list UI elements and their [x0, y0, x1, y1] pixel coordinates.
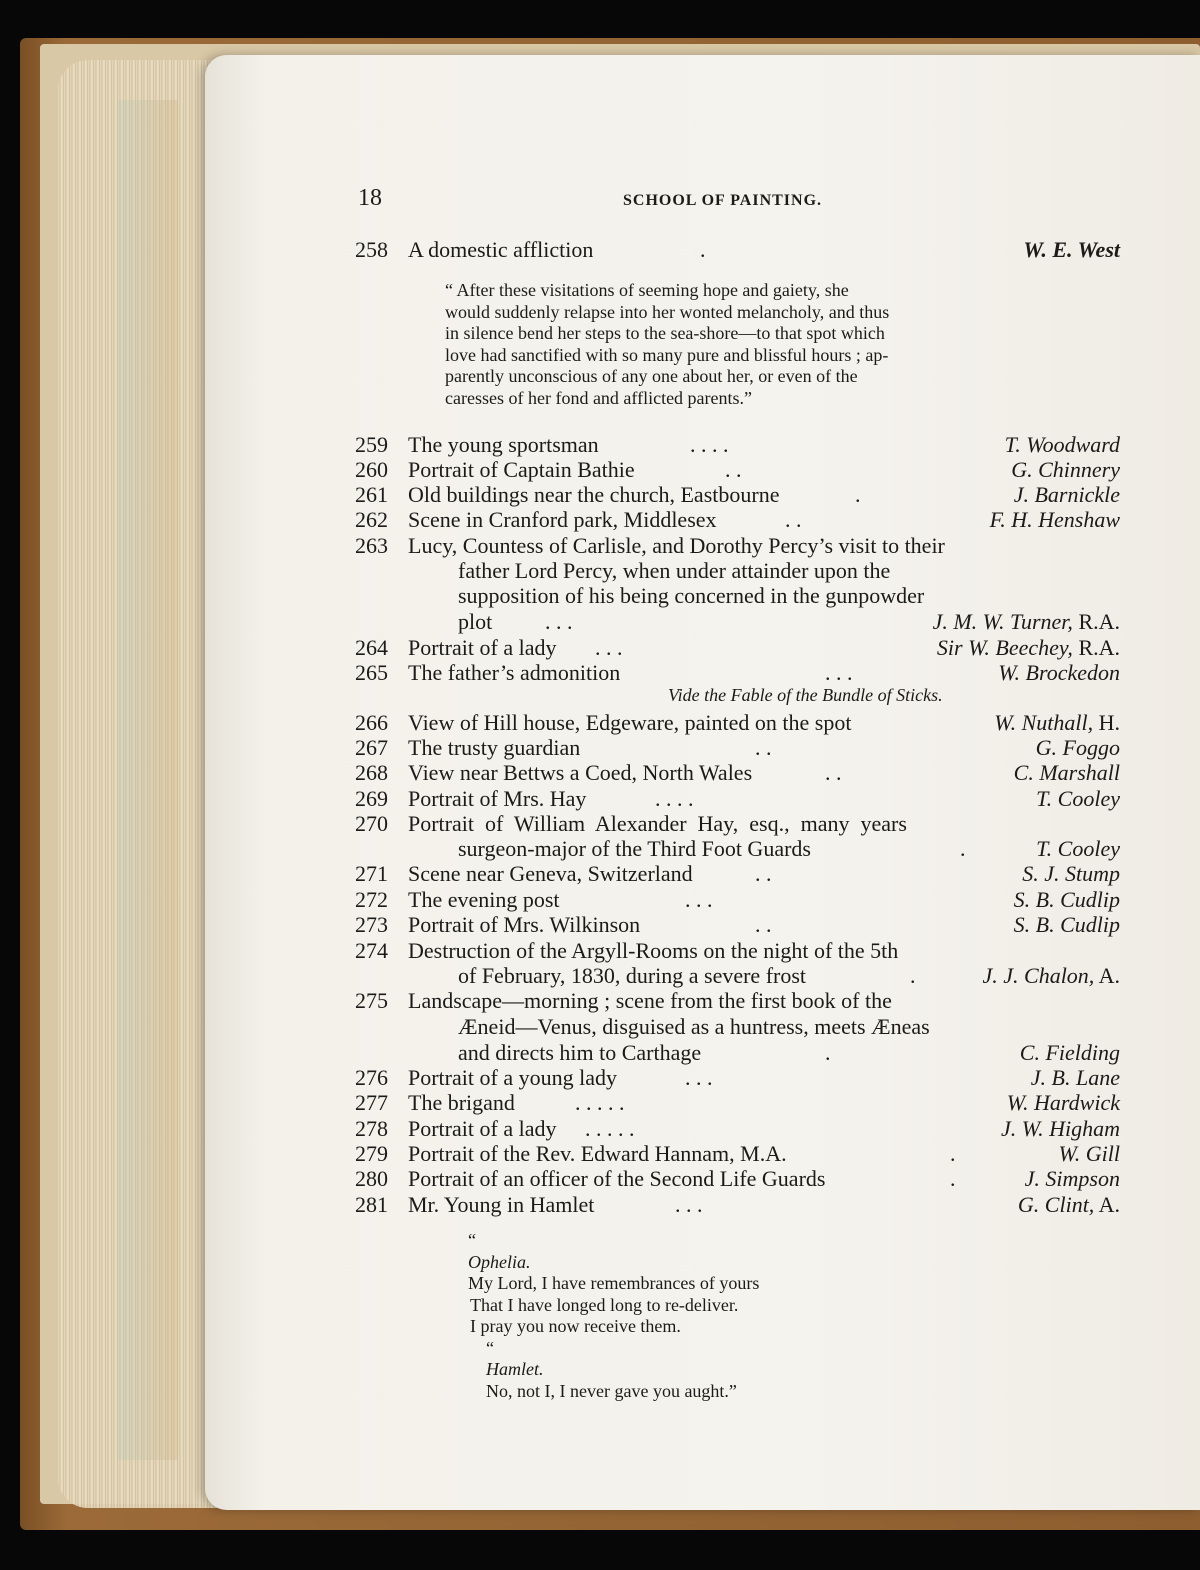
entry-continuation-line	[355, 963, 1120, 989]
entry-artist: T. Cooley	[1036, 786, 1120, 811]
quote-line: would suddenly relapse into her wonted melancholy, and thus	[445, 301, 890, 322]
entry-title: Old buildings near the church, Eastbourne	[408, 482, 780, 507]
catalogue-entry	[355, 1065, 1120, 1091]
entry-continuation: father Lord Percy, when under attainder upon the	[458, 558, 891, 583]
leader-dots: . .	[785, 507, 802, 532]
entry-artist: G. Chinnery	[1011, 457, 1120, 482]
leader-dots: . .	[725, 457, 742, 482]
entry-artist: G. Clint, A.	[1017, 1192, 1120, 1217]
entry-number: 281	[355, 1192, 388, 1217]
leader-dots: . .	[755, 861, 772, 886]
entry-artist: Sir W. Beechey, R.A.	[936, 635, 1120, 660]
entry-number: 278	[355, 1116, 388, 1141]
entry-title: A domestic affliction	[408, 237, 594, 262]
entry-artist: F. H. Henshaw	[989, 507, 1120, 532]
entry-artist: W. Hardwick	[1006, 1090, 1120, 1115]
entry-title: Portrait of Mrs. Hay	[408, 786, 587, 811]
entry-artist: W. Brockedon	[998, 660, 1120, 685]
catalogue-entry	[355, 760, 1120, 786]
catalogue-entry	[355, 1116, 1120, 1142]
catalogue-entry	[355, 1166, 1120, 1192]
catalogue-entry	[355, 660, 1120, 686]
entry-continuation-line	[355, 836, 1120, 862]
page-number: 18	[358, 185, 382, 211]
entry-continuation-line	[355, 609, 1120, 635]
leader-dots: . .	[825, 760, 842, 785]
leader-dots: . . .	[675, 1192, 703, 1217]
leader-dots: . . .	[545, 609, 573, 634]
catalogue-entry	[355, 507, 1120, 533]
entry-continuation: surgeon-major of the Third Foot Guards	[458, 836, 811, 861]
entry-artist: J. Barnickle	[1013, 482, 1120, 507]
entry-artist: T. Cooley	[1036, 836, 1120, 861]
entry-artist: T. Woodward	[1004, 432, 1120, 457]
leader-dots: . .	[755, 735, 772, 760]
leader-dots: .	[825, 1040, 831, 1065]
entry-title: Portrait of the Rev. Edward Hannam, M.A.	[408, 1141, 787, 1166]
quote-line: caresses of her fond and afflicted parents.”	[445, 387, 753, 408]
quote-line: “ After these visitations of seeming hope and gaiety, she	[445, 280, 849, 300]
quote-line: That I have longed long to re-deliver.	[470, 1294, 739, 1315]
entry-number: 276	[355, 1065, 388, 1090]
catalogue-entry	[355, 635, 1120, 661]
entry-number: 265	[355, 660, 388, 685]
entry-number: 259	[355, 432, 388, 457]
entry-artist: J. B. Lane	[1030, 1065, 1120, 1090]
catalogue-entry	[355, 887, 1120, 913]
entry-continuation: of February, 1830, during a severe frost	[458, 963, 807, 988]
entry-title: Portrait of William Alexander Hay, esq., many years	[408, 811, 907, 836]
leader-dots: . . . .	[655, 786, 694, 811]
quote-line: “ Ophelia. My Lord, I have remembrances of yours	[468, 1230, 760, 1293]
entry-artist: C. Marshall	[1013, 760, 1120, 785]
catalogue-entry	[355, 735, 1120, 761]
entry-title: View near Bettws a Coed, North Wales	[408, 760, 753, 785]
entry-artist: J. Simpson	[1024, 1166, 1120, 1191]
leader-dots: .	[855, 482, 861, 507]
leader-dots: .	[700, 237, 706, 262]
entry-number: 274	[355, 938, 388, 963]
entry-continuation-line	[355, 1040, 1120, 1066]
entry-artist: W. Gill	[1058, 1141, 1120, 1166]
entry-number: 269	[355, 786, 388, 811]
entry-title: Destruction of the Argyll-Rooms on the night of the 5th	[408, 938, 899, 963]
entry-title: The trusty guardian	[408, 735, 581, 760]
entry-title: The young sportsman	[408, 432, 599, 457]
entry-number: 264	[355, 635, 388, 660]
entry-continuation: plot	[458, 609, 493, 634]
entry-artist: J. W. Higham	[1001, 1116, 1120, 1141]
hamlet-quote	[468, 1230, 759, 1402]
entry-number: 270	[355, 811, 388, 836]
running-head: SCHOOL OF PAINTING.	[623, 192, 823, 209]
catalogue-entry	[355, 457, 1120, 483]
leader-dots: . . . . .	[585, 1116, 635, 1141]
entry-artist: J. M. W. Turner, R.A.	[932, 609, 1120, 634]
quote-line: love had sanctified with so many pure and blissful hours ; ap-	[445, 344, 889, 365]
entry-number: 261	[355, 482, 388, 507]
quote-passage	[445, 280, 1025, 409]
entry-title: The brigand	[408, 1090, 515, 1115]
leader-dots: . . .	[595, 635, 623, 660]
catalogue-entry	[355, 1192, 1120, 1218]
entry-artist: S. J. Stump	[1022, 861, 1120, 886]
entry-title: Portrait of a lady	[408, 1116, 557, 1141]
entry-number: 277	[355, 1090, 388, 1115]
entry-number: 273	[355, 912, 388, 937]
catalogue-entry	[355, 1141, 1120, 1167]
entry-artist: W. Nuthall, H.	[994, 710, 1120, 735]
catalogue-entry	[355, 237, 1120, 263]
entry-title: Lucy, Countess of Carlisle, and Dorothy Percy’s visit to their	[408, 533, 945, 558]
entry-title: Portrait of a young lady	[408, 1065, 617, 1090]
leader-dots: . . .	[685, 887, 713, 912]
note-vide: Vide the Fable of the Bundle of Sticks.	[668, 685, 943, 705]
entry-number: 260	[355, 457, 388, 482]
catalogue-entry	[355, 533, 1120, 559]
catalogue-entry	[355, 861, 1120, 887]
leader-dots: . . . .	[690, 432, 729, 457]
entry-continuation: Æneid—Venus, disguised as a huntress, meets Æneas	[458, 1014, 930, 1039]
entry-artist: C. Fielding	[1019, 1040, 1120, 1065]
entry-title: Portrait of Captain Bathie	[408, 457, 635, 482]
entry-title: View of Hill house, Edgeware, painted on the spot	[408, 710, 852, 735]
entry-number: 263	[355, 533, 388, 558]
entry-artist: J. J. Chalon, A.	[982, 963, 1120, 988]
entry-number: 267	[355, 735, 388, 760]
catalogue-entry	[355, 786, 1120, 812]
leader-dots: .	[910, 963, 916, 988]
entry-title: Portrait of Mrs. Wilkinson	[408, 912, 641, 937]
entry-title: Portrait of a lady	[408, 635, 557, 660]
catalogue-entry	[355, 811, 1120, 837]
leader-dots: . . .	[825, 660, 853, 685]
entry-artist: S. B. Cudlip	[1013, 912, 1120, 937]
catalogue-entry	[355, 1090, 1120, 1116]
entry-number: 262	[355, 507, 388, 532]
leader-dots: . . . . .	[575, 1090, 625, 1115]
entry-number: 272	[355, 887, 388, 912]
entry-continuation: supposition of his being concerned in the gunpowder	[458, 583, 925, 608]
leader-dots: .	[950, 1141, 956, 1166]
entry-title: Landscape—morning ; scene from the first book of the	[408, 988, 892, 1013]
catalogue-entry	[355, 482, 1120, 508]
entry-artist: G. Foggo	[1035, 735, 1120, 760]
quote-line: in silence bend her steps to the sea-shore—to that spot which	[445, 323, 885, 343]
entry-title: Portrait of an officer of the Second Life Guards	[408, 1166, 826, 1191]
entry-artist: W. E. West	[1023, 237, 1120, 262]
catalogue-entry	[355, 938, 1120, 964]
book-page	[205, 55, 1200, 1510]
entry-title: The evening post	[408, 887, 560, 912]
entry-title: Scene near Geneva, Switzerland	[408, 861, 693, 886]
entry-number: 271	[355, 861, 388, 886]
entry-number: 268	[355, 760, 388, 785]
leader-dots: .	[960, 836, 966, 861]
entry-number: 275	[355, 988, 388, 1013]
quote-line: parently unconscious of any one about her, or even of the	[445, 366, 858, 386]
quote-line: “ Hamlet. No, not I, I never gave you aught.”	[486, 1337, 737, 1401]
entry-number: 280	[355, 1166, 388, 1191]
entry-title: The father’s admonition	[408, 660, 621, 685]
quote-line: I pray you now receive them.	[470, 1316, 681, 1336]
leader-dots: . .	[755, 912, 772, 937]
catalogue-entry	[355, 988, 1120, 1014]
entry-number: 266	[355, 710, 388, 735]
entry-title: Scene in Cranford park, Middlesex	[408, 507, 717, 532]
entry-number: 258	[355, 237, 388, 262]
catalogue-entry	[355, 912, 1120, 938]
leader-dots: . . .	[685, 1065, 713, 1090]
catalogue-entry	[355, 710, 1120, 736]
page-edges	[58, 60, 228, 1508]
entry-number: 279	[355, 1141, 388, 1166]
leader-dots: .	[950, 1166, 956, 1191]
entry-continuation: and directs him to Carthage	[458, 1040, 702, 1065]
catalogue-entry	[355, 432, 1120, 458]
entry-title: Mr. Young in Hamlet	[408, 1192, 595, 1217]
entry-artist: S. B. Cudlip	[1013, 887, 1120, 912]
